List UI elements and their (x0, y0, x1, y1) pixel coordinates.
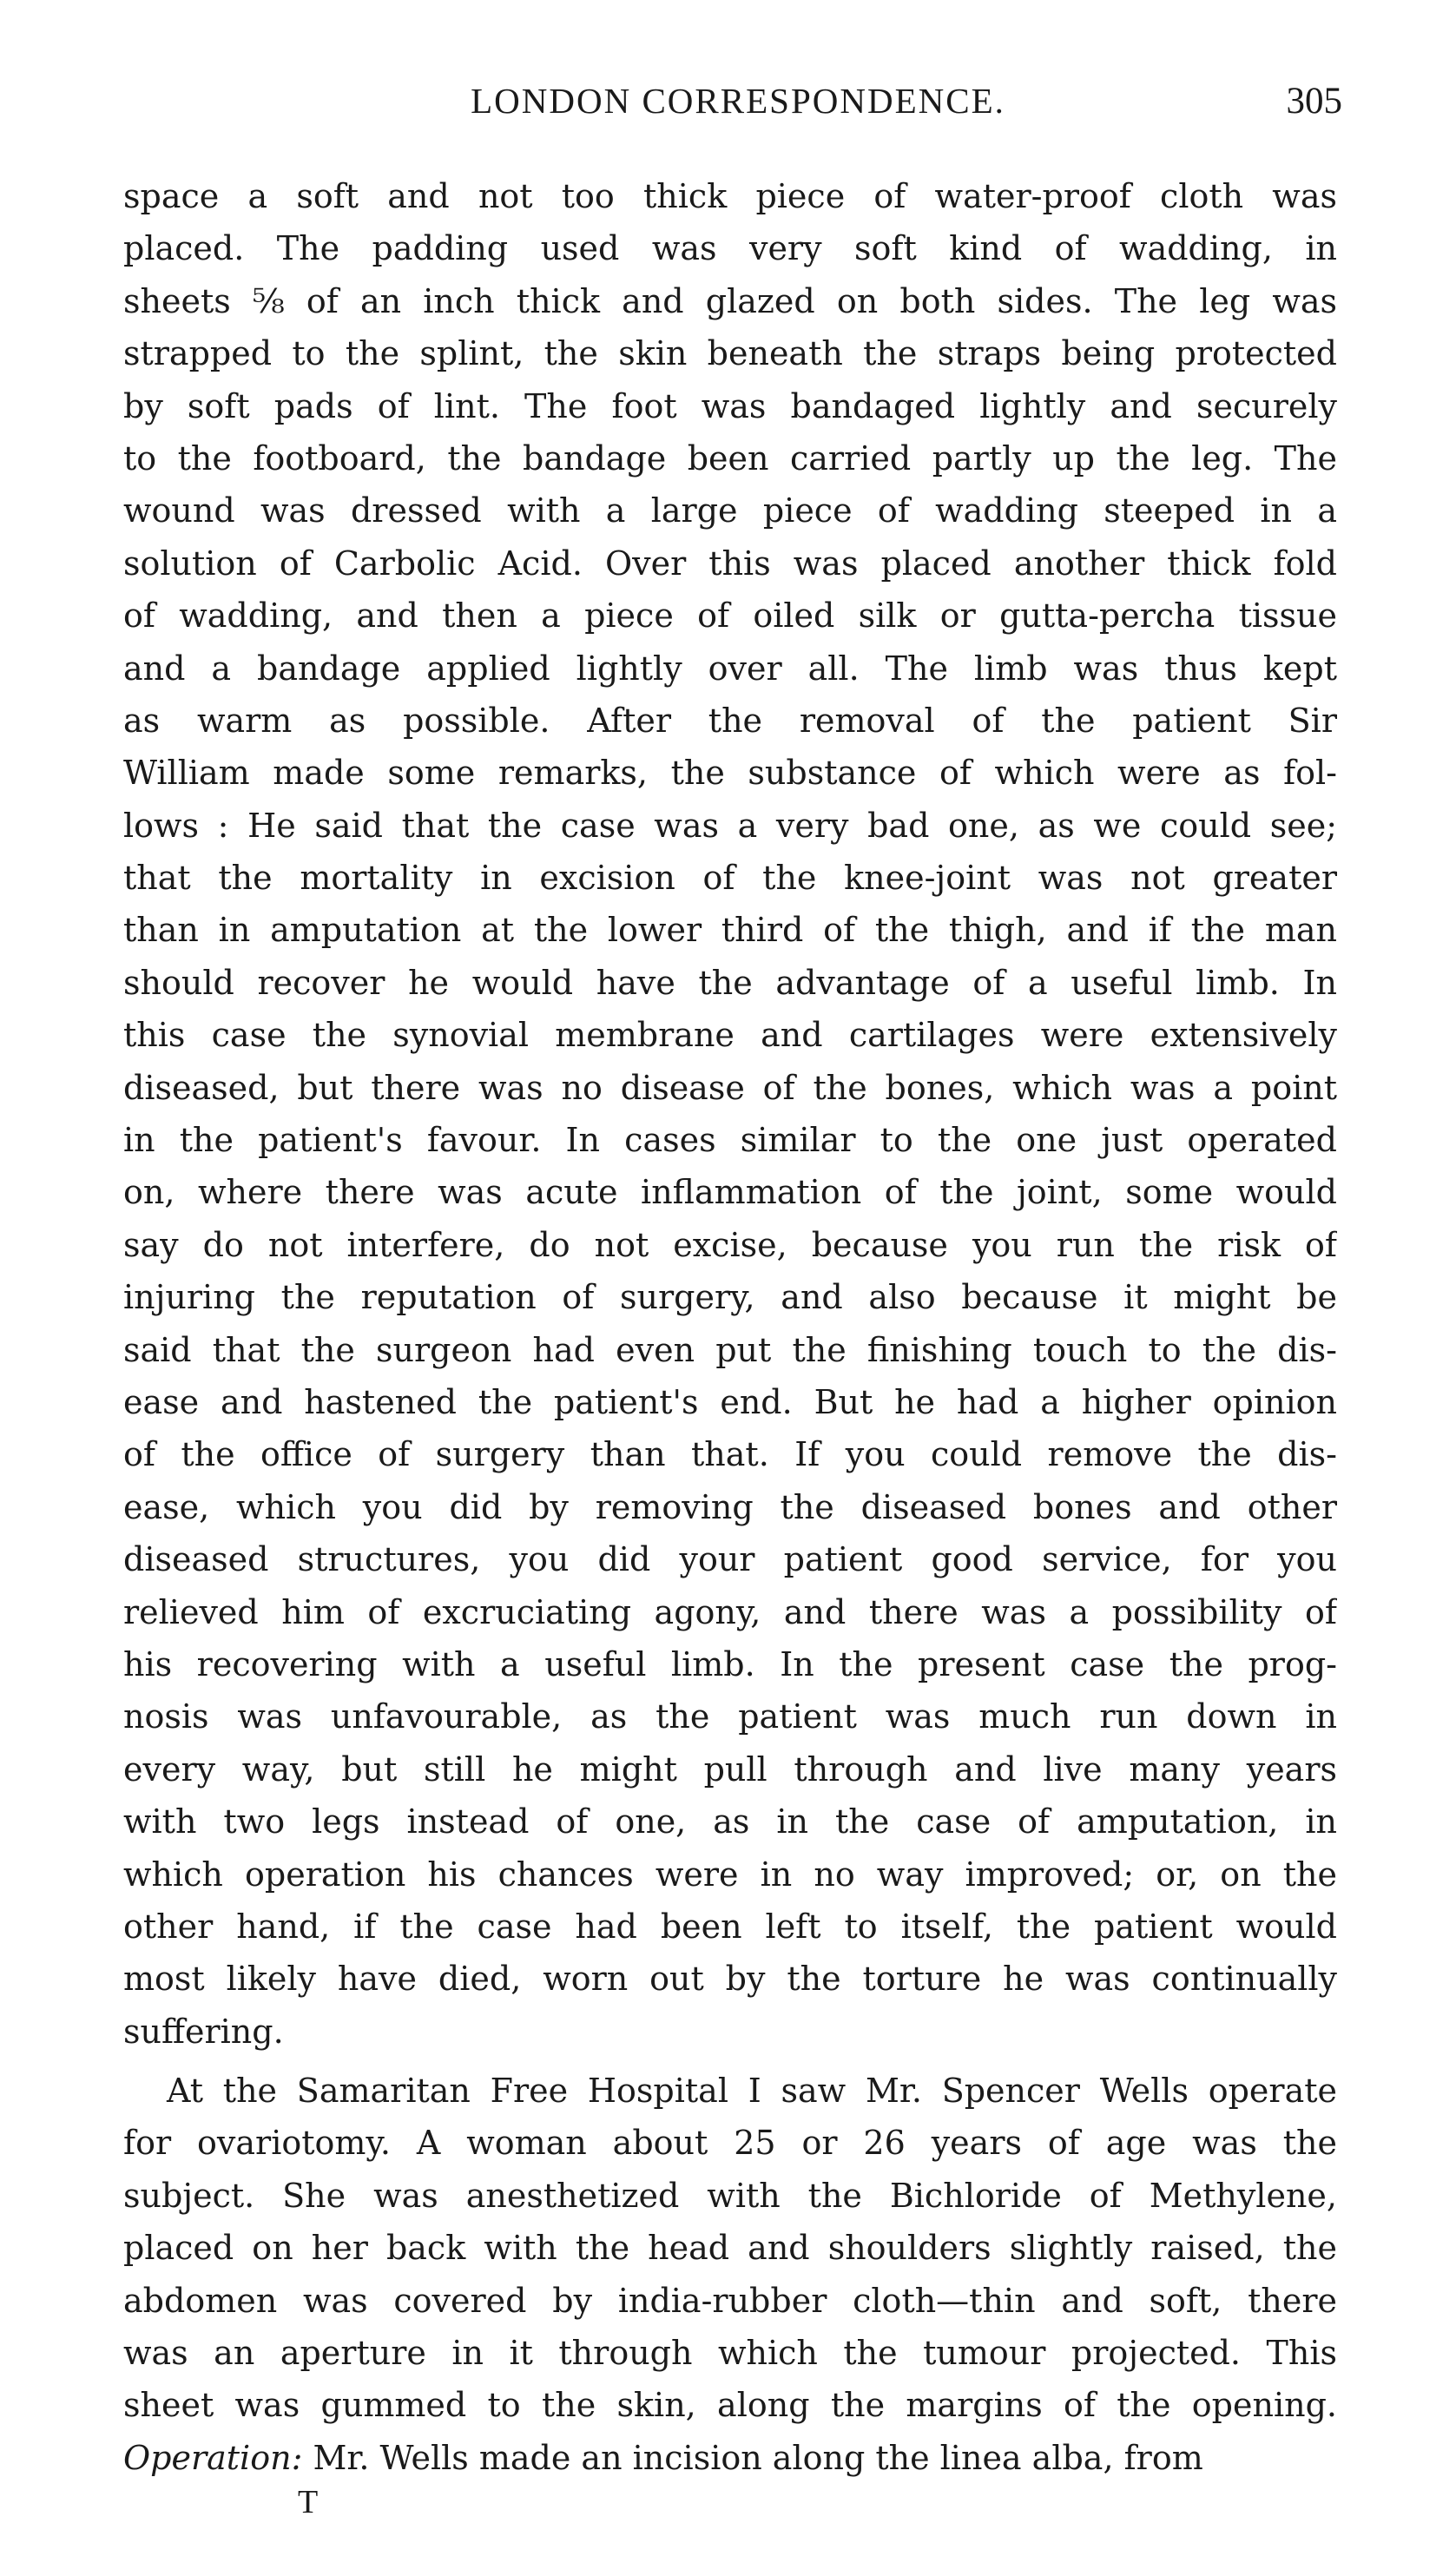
text-line: in the patient's favour. In cases similar to the one just operated (123, 1121, 1337, 1160)
text-line: most likely have died, worn out by the torture he was continually (123, 1960, 1337, 1999)
text-line: ease, which you did by removing the diseased bones and other (123, 1487, 1337, 1526)
text-line: diseased structures, you did your patient good service, for you (123, 1540, 1337, 1579)
text-line: this case the synovial membrane and cartilages were extensively (123, 1016, 1337, 1055)
text-line: suffering. (123, 2012, 284, 2051)
text-line: injuring the reputation of surgery, and also because it might be (123, 1278, 1337, 1317)
paragraph (123, 2065, 1337, 2432)
text-line: nosis was unfavourable, as the patient was much run down in (123, 1697, 1337, 1736)
text-line: with two legs instead of one, as in the case of amputation, in (123, 1802, 1337, 1841)
text-line: other hand, if the case had been left to itself, the patient would (123, 1907, 1337, 1946)
text-line: and a bandage applied lightly over all. The limb was thus kept (123, 649, 1337, 688)
text-line: strapped to the splint, the skin beneath the straps being protected (123, 334, 1337, 373)
text-line: subject. She was anesthetized with the Bichloride of Methylene, (123, 2176, 1337, 2215)
text-line: as warm as possible. After the removal of the patient Sir (123, 701, 1337, 740)
text-line: his recovering with a useful limb. In the present case the prog- (123, 1644, 1337, 1683)
text-run: Mr. Wells made an incision along the linea alba, from (302, 2438, 1203, 2477)
text-line: sheets ⅝ of an inch thick and glazed on both sides. The leg was (123, 281, 1337, 320)
text-line: lows : He said that the case was a very bad one, as we could see; (123, 806, 1337, 845)
text-line: space a soft and not too thick piece of water-proof cloth was (123, 177, 1337, 215)
text-line: sheet was gummed to the skin, along the margins of the opening. (123, 2386, 1337, 2425)
text-line: for ovariotomy. A woman about 25 or 26 years of age was the (123, 2124, 1337, 2163)
text-line: on, where there was acute inflammation of the joint, some would (123, 1173, 1337, 1212)
text-line: to the footboard, the bandage been carried partly up the leg. The (123, 438, 1337, 478)
text-line: wound was dressed with a large piece of wadding steeped in a (123, 491, 1337, 530)
text-line: placed on her back with the head and shoulders slightly raised, the (123, 2229, 1337, 2268)
text-line: relieved him of excruciating agony, and there was a possibility of (123, 1592, 1337, 1631)
text-line (123, 2432, 1337, 2484)
text-line: At the Samaritan Free Hospital I saw Mr. Spencer Wells operate (167, 2072, 1337, 2111)
text-line: than in amputation at the lower third of the thigh, and if the man (123, 911, 1337, 950)
text-line: that the mortality in excision of the knee-joint was not greater (123, 859, 1337, 898)
text-line: said that the surgeon had even put the finishing touch to the dis- (123, 1330, 1337, 1369)
signature-mark: T (298, 2484, 319, 2520)
text-line: ease and hastened the patient's end. But he had a higher opinion (123, 1382, 1337, 1421)
text-line: William made some remarks, the substance of which were as fol- (123, 754, 1337, 793)
paragraph (123, 170, 1337, 2058)
text-line: was an aperture in it through which the tumour projected. This (123, 2334, 1337, 2373)
running-head (122, 80, 1354, 132)
operation-label: Operation: (123, 2438, 303, 2477)
body-text (123, 170, 1337, 2484)
running-title: LONDON CORRESPONDENCE. (471, 81, 1005, 121)
text-line: by soft pads of lint. The foot was bandaged lightly and securely (123, 386, 1337, 425)
text-line: placed. The padding used was very soft kind of wadding, in (123, 229, 1337, 268)
text-line: should recover he would have the advantage of a useful limb. In (123, 963, 1337, 1002)
text-line: every way, but still he might pull through and live many years (123, 1749, 1337, 1789)
text-line: of the office of surgery than that. If you could remove the dis- (123, 1435, 1337, 1474)
text-line: which operation his chances were in no way improved; or, on the (123, 1855, 1337, 1894)
text-line: diseased, but there was no disease of the bones, which was a point (123, 1068, 1337, 1107)
text-line: abdomen was covered by india-rubber cloth—thin and soft, there (123, 2281, 1337, 2320)
text-line: of wadding, and then a piece of oiled silk or gutta-percha tissue (123, 596, 1337, 636)
text-line: solution of Carbolic Acid. Over this was placed another thick fold (123, 544, 1337, 583)
text-line: say do not interfere, do not excise, because you run the risk of (123, 1225, 1337, 1264)
paragraph-gap (123, 2058, 1337, 2065)
page-number: 305 (1286, 81, 1342, 122)
